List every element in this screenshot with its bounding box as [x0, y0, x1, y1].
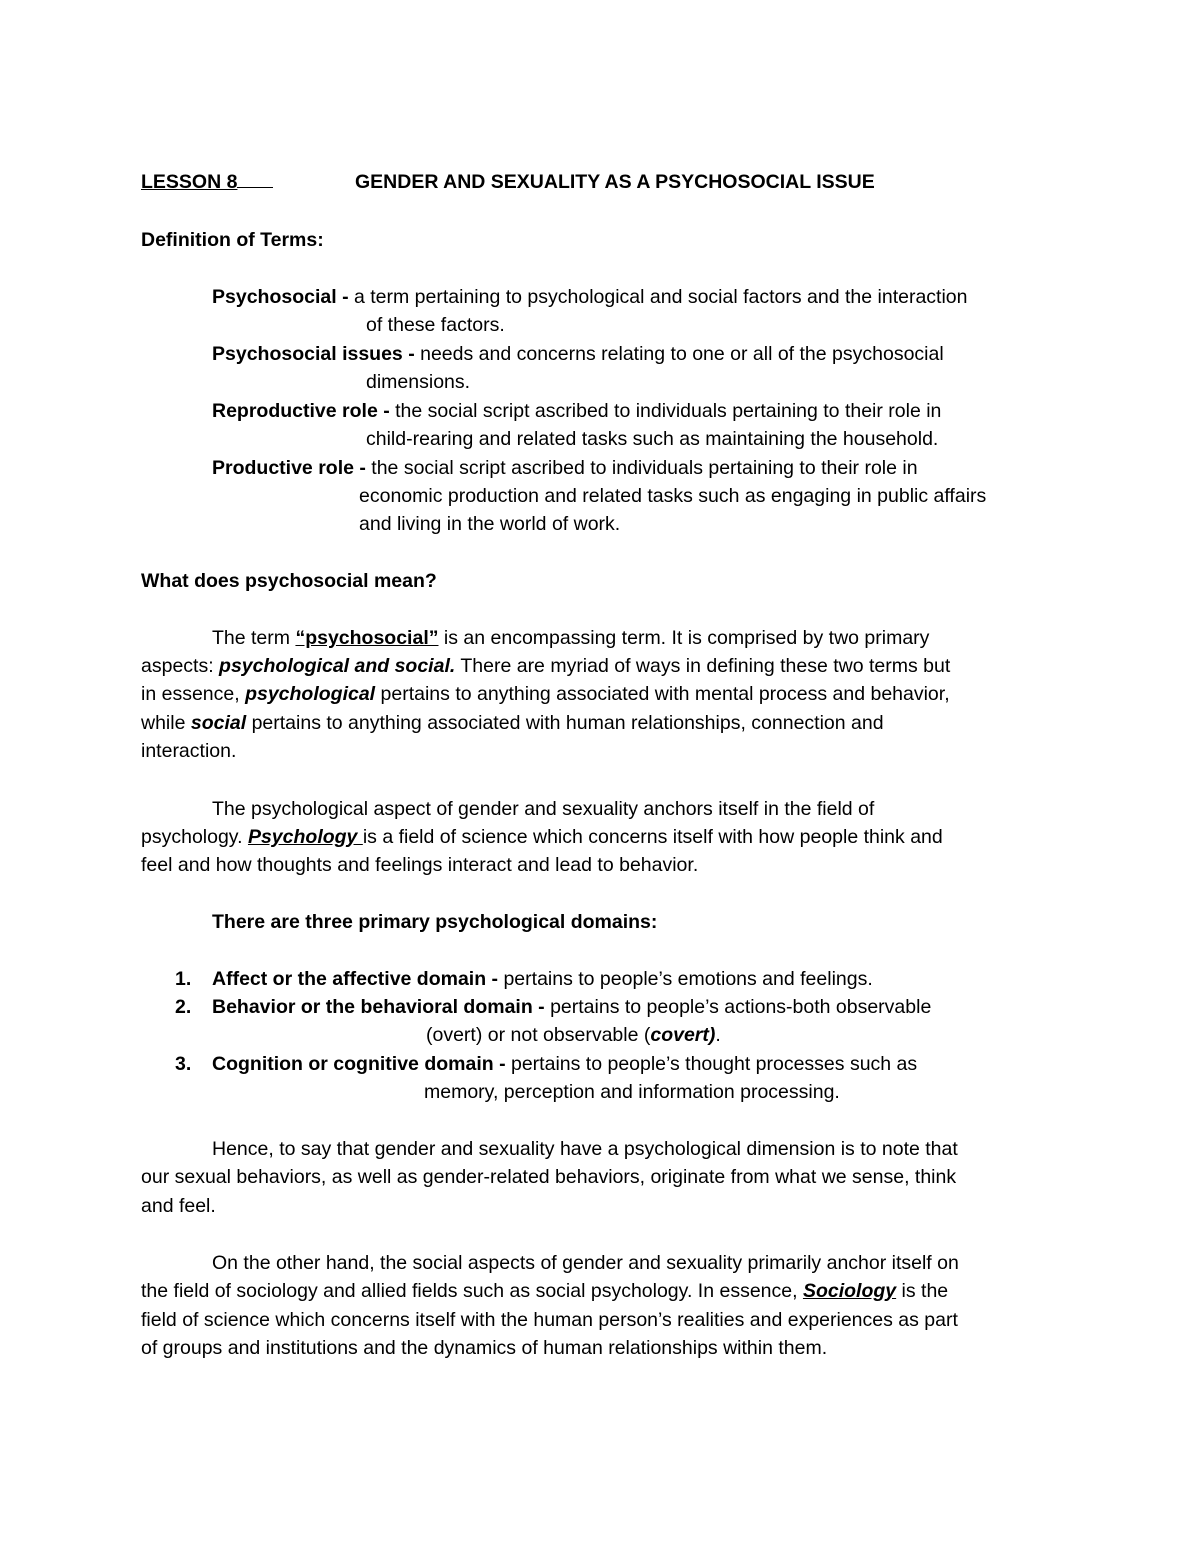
paragraph-line: psychology. Psychology is a field of science which concerns itself with how people think and: [141, 826, 943, 848]
definition-item: Psychosocial issues - needs and concerns relating to one or all of the psychosocial: [212, 343, 944, 365]
paragraph-line: interaction.: [141, 740, 237, 762]
list-number: 3.: [175, 1053, 192, 1075]
domain-item: Affect or the affective domain - pertains to people’s emotions and feelings.: [212, 968, 873, 990]
domains-heading: There are three primary psychological domains:: [212, 911, 658, 933]
paragraph-line: The psychological aspect of gender and sexuality anchors itself in the field of: [212, 798, 875, 820]
definitions-heading: Definition of Terms:: [141, 229, 324, 251]
definition-term: Reproductive role -: [212, 400, 390, 422]
definition-term: Psychosocial issues -: [212, 343, 415, 365]
domain-item: Cognition or cognitive domain - pertains to people’s thought processes such as: [212, 1053, 918, 1075]
definition-continuation: economic production and related tasks such as engaging in public affairs: [359, 485, 987, 507]
lesson-label: LESSON 8: [141, 171, 238, 193]
paragraph-line: Hence, to say that gender and sexuality have a psychological dimension is to note that: [212, 1138, 958, 1160]
term-social: social: [190, 712, 247, 734]
domain-term: Behavior or the behavioral domain -: [212, 996, 545, 1018]
definition-term: Psychosocial -: [212, 286, 349, 308]
term-psychological: psychological: [245, 683, 376, 705]
definition-continuation: and living in the world of work.: [359, 513, 621, 535]
paragraph-line: while social pertains to anything associated with human relationships, connection and: [141, 712, 884, 734]
term-psychosocial: “psychosocial”: [295, 627, 439, 649]
paragraph-line: On the other hand, the social aspects of gender and sexuality primarily anchor itself on: [212, 1252, 959, 1274]
section-heading: What does psychosocial mean?: [141, 570, 437, 592]
lesson-header: [141, 168, 273, 196]
paragraph-line: in essence, psychological pertains to anything associated with mental process and behavior,: [141, 683, 950, 705]
paragraph-line: our sexual behaviors, as well as gender-related behaviors, originate from what we sense, think: [141, 1166, 957, 1188]
domain-continuation: memory, perception and information processing.: [424, 1081, 840, 1103]
paragraph-line: of groups and institutions and the dynamics of human relationships within them.: [141, 1337, 828, 1359]
definition-item: Reproductive role - the social script ascribed to individuals pertaining to their role in: [212, 400, 942, 422]
domain-term: Affect or the affective domain -: [212, 968, 499, 990]
term-psychology: Psychology: [247, 826, 363, 848]
paragraph-line: feel and how thoughts and feelings interact and lead to behavior.: [141, 854, 699, 876]
term-sociology: Sociology: [802, 1280, 897, 1302]
term-psych-social: psychological and social.: [219, 655, 456, 677]
list-number: 2.: [175, 996, 192, 1018]
definition-item: Psychosocial - a term pertaining to psychological and social factors and the interaction: [212, 286, 968, 308]
domain-item: Behavior or the behavioral domain - pertains to people’s actions-both observable: [212, 996, 932, 1018]
term-covert: covert): [650, 1024, 716, 1046]
definition-continuation: of these factors.: [366, 314, 505, 336]
definition-item: Productive role - the social script ascribed to individuals pertaining to their role in: [212, 457, 918, 479]
definition-continuation: child-rearing and related tasks such as maintaining the household.: [366, 428, 939, 450]
list-number: 1.: [175, 968, 192, 990]
definition-term: Productive role -: [212, 457, 366, 479]
lesson-underline: [237, 169, 273, 188]
paragraph-line: the field of sociology and allied fields such as social psychology. In essence, Sociology is the: [141, 1280, 949, 1302]
paragraph-line: and feel.: [141, 1195, 216, 1217]
lesson-title: GENDER AND SEXUALITY AS A PSYCHOSOCIAL ISSUE: [355, 171, 875, 193]
definition-continuation: dimensions.: [366, 371, 471, 393]
paragraph-line: aspects: psychological and social. There are myriad of ways in defining these two terms but: [141, 655, 951, 677]
domain-term: Cognition or cognitive domain -: [212, 1053, 506, 1075]
domain-continuation: (overt) or not observable (covert).: [426, 1024, 721, 1046]
paragraph-line: The term “psychosocial” is an encompassing term. It is comprised by two primary: [212, 627, 930, 649]
paragraph-line: field of science which concerns itself with the human person’s realities and experiences as part: [141, 1309, 958, 1331]
